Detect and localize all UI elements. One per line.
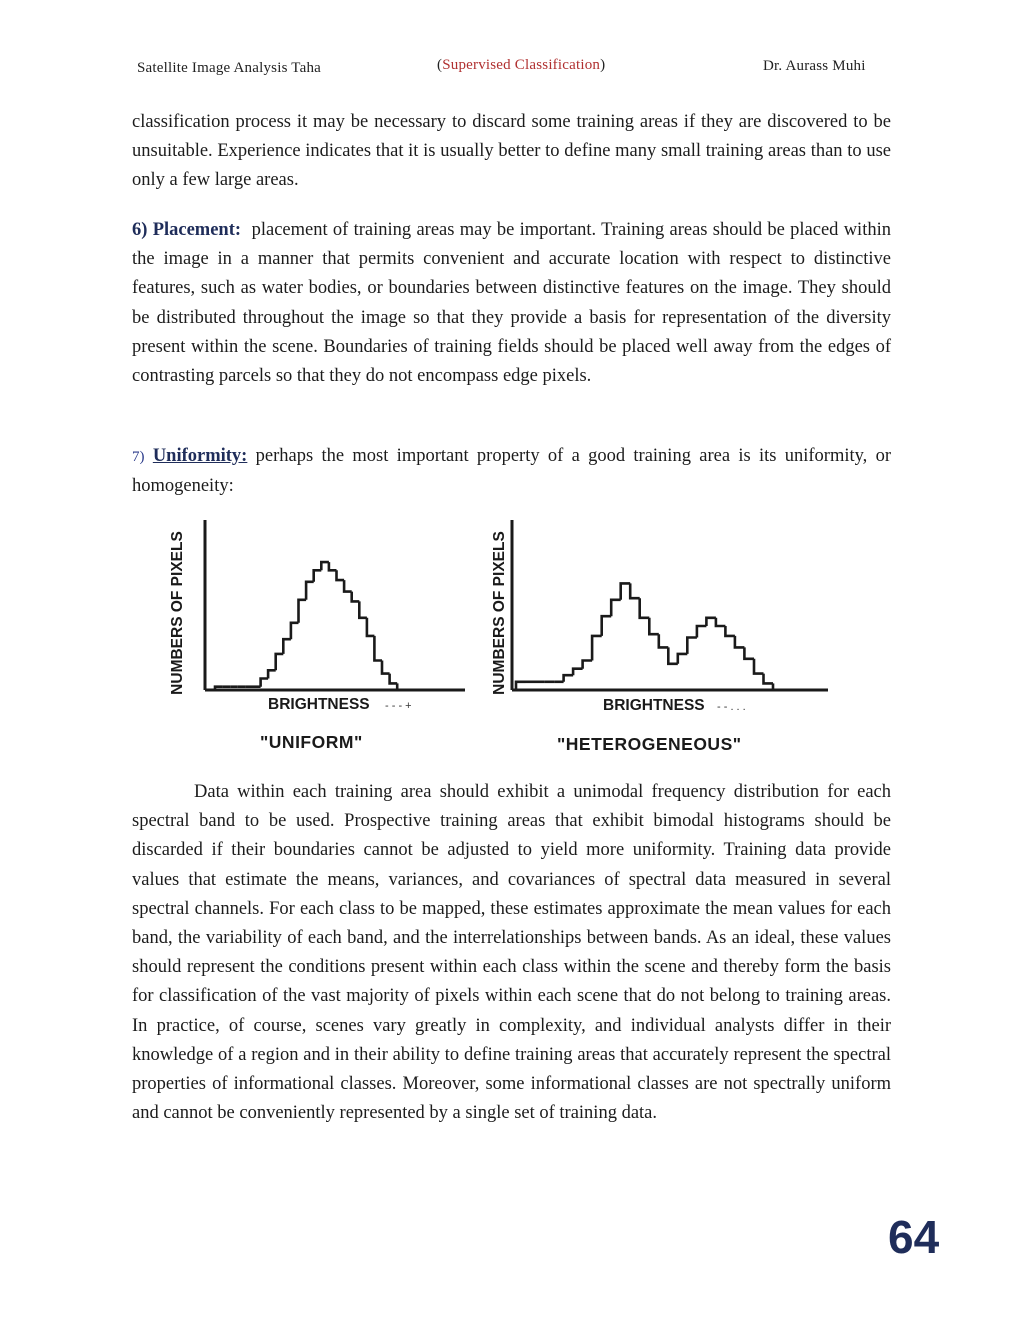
chart-1-x-label-suffix: - - - +	[385, 700, 412, 712]
chart-1-x-label: BRIGHTNESS	[268, 696, 370, 713]
chart-2-x-label-suffix: - - . . .	[717, 701, 746, 713]
chart-2-bin-7	[573, 669, 583, 676]
chart-2-title: "HETEROGENEOUS"	[557, 734, 742, 754]
chart-1-bin-8	[268, 670, 276, 678]
chart-2-x-label: BRIGHTNESS	[603, 697, 705, 714]
placement-heading: 6) Placement:	[132, 220, 242, 240]
chart-1-bin-11	[291, 623, 299, 639]
chart-1-bin-18	[344, 580, 352, 592]
histogram-figure	[160, 512, 860, 762]
chart-1-bin-20	[359, 601, 367, 617]
placement-text: placement of training areas may be important. Training areas should be placed within the image in a manner that permits convenient and accurate location with respect to distinctive features, such as water bodies, or boundaries between distinctive features on the image. They should be distributed throughout the image so that they provide a basis for representation of the diversity present within the scene. Boundaries of training fields should be placed well away from the edges of contrasting parcels so that they do not encompass edge pixels.	[132, 220, 891, 387]
uniformity-text: perhaps the most important property of a good training area is its uniformity, or homogeneity:	[132, 446, 892, 497]
chart-1-bin-24	[390, 674, 398, 684]
chart-1-bin-21	[367, 618, 375, 636]
uniformity-number: 7)	[132, 449, 145, 465]
chart-1-bin-14	[314, 570, 322, 582]
header-center-open: (	[437, 57, 443, 73]
chart-1-title: "UNIFORM"	[260, 732, 363, 752]
chart-1-bin-9	[276, 654, 284, 670]
chart-2-y-label: NUMBERS OF PIXELS	[491, 531, 508, 695]
chart-2-bin-9	[592, 636, 602, 661]
chart-1-bin-17	[337, 570, 345, 580]
chart-2-bin-18	[678, 654, 688, 664]
chart-2-bin-26	[754, 659, 764, 674]
chart-1-bin-10	[283, 639, 291, 654]
chart-2-bin-6	[564, 675, 574, 682]
chart-2-bin-27	[764, 674, 774, 684]
chart-1-y-label: NUMBERS OF PIXELS	[169, 531, 186, 695]
chart-2-bin-21	[706, 618, 716, 626]
uniformity-paragraph	[132, 442, 891, 501]
chart-1-bin-13	[306, 582, 314, 600]
intro-paragraph: classification process it may be necessary to discard some training areas if they are discovered to be unsuitable. Experience indicates that it is usually better to define many small training areas than to use only a few large areas.	[132, 112, 891, 191]
body-paragraph	[132, 778, 891, 1128]
chart-2-bin-15	[649, 618, 659, 634]
header-center-close: )	[600, 57, 606, 73]
header-right: Dr. Aurass Muhi	[763, 58, 866, 74]
chart-2-bin-19	[687, 638, 697, 654]
chart-2-bin-10	[602, 616, 612, 636]
chart-1-bin-22	[374, 636, 382, 661]
chart-2-bin-13	[630, 583, 640, 598]
chart-2-bin-14	[640, 598, 650, 618]
body-text: Data within each training area should exhibit a unimodal frequency distribution for each spectral band to be used. Prospective training areas that exhibit bimodal histograms should be discarded if their boundaries cannot be adjusted to yield more uniformity. Training data provide values that estimate the means, variances, and covariances of spectral data measured in several spectral channels. For each class to be mapped, these estimates approximate the mean values for each band, the variability of each band, and the interrelationships between bands. As an ideal, these values should represent the conditions present within each class within the scene and thereby form the basis for classification of the vast majority of pixels within each scene that do not belong to training areas. In practice, of course, scenes vary greatly in complexity, and individual analysts differ in their knowledge of a region and in their ability to define training areas that accurately represent the spectral properties of informational classes. Moreover, some informational classes are not spectrally uniform and cannot be conveniently represented by a single set of training data.	[132, 782, 891, 1124]
chart-2-bin-16	[659, 634, 669, 647]
chart-2-bin-25	[744, 647, 754, 658]
chart-2-bin-20	[697, 626, 707, 638]
chart-1-bin-12	[299, 600, 307, 623]
page-number: 64	[888, 1211, 940, 1263]
chart-2-bin-11	[611, 600, 621, 616]
chart-2-bin-17	[668, 647, 678, 663]
chart-1-bin-23	[382, 661, 390, 674]
chart-2-bin-22	[716, 618, 726, 626]
chart-2-bin-12	[621, 583, 631, 599]
chart-1-bin-16	[329, 562, 337, 570]
header-center-title: Supervised Classification	[442, 57, 601, 73]
uniformity-heading: Uniformity:	[152, 446, 248, 466]
chart-1-bin-19	[352, 592, 360, 602]
header-center	[437, 57, 605, 74]
chart-2-bin-23	[725, 626, 735, 636]
chart-2-bin-24	[735, 636, 745, 648]
chart-1-bin-7	[261, 679, 269, 687]
placement-paragraph	[132, 216, 891, 391]
chart-2-bin-8	[583, 661, 593, 669]
header-left: Satellite Image Analysis Taha	[137, 60, 322, 76]
chart-1-bin-25	[397, 683, 405, 690]
